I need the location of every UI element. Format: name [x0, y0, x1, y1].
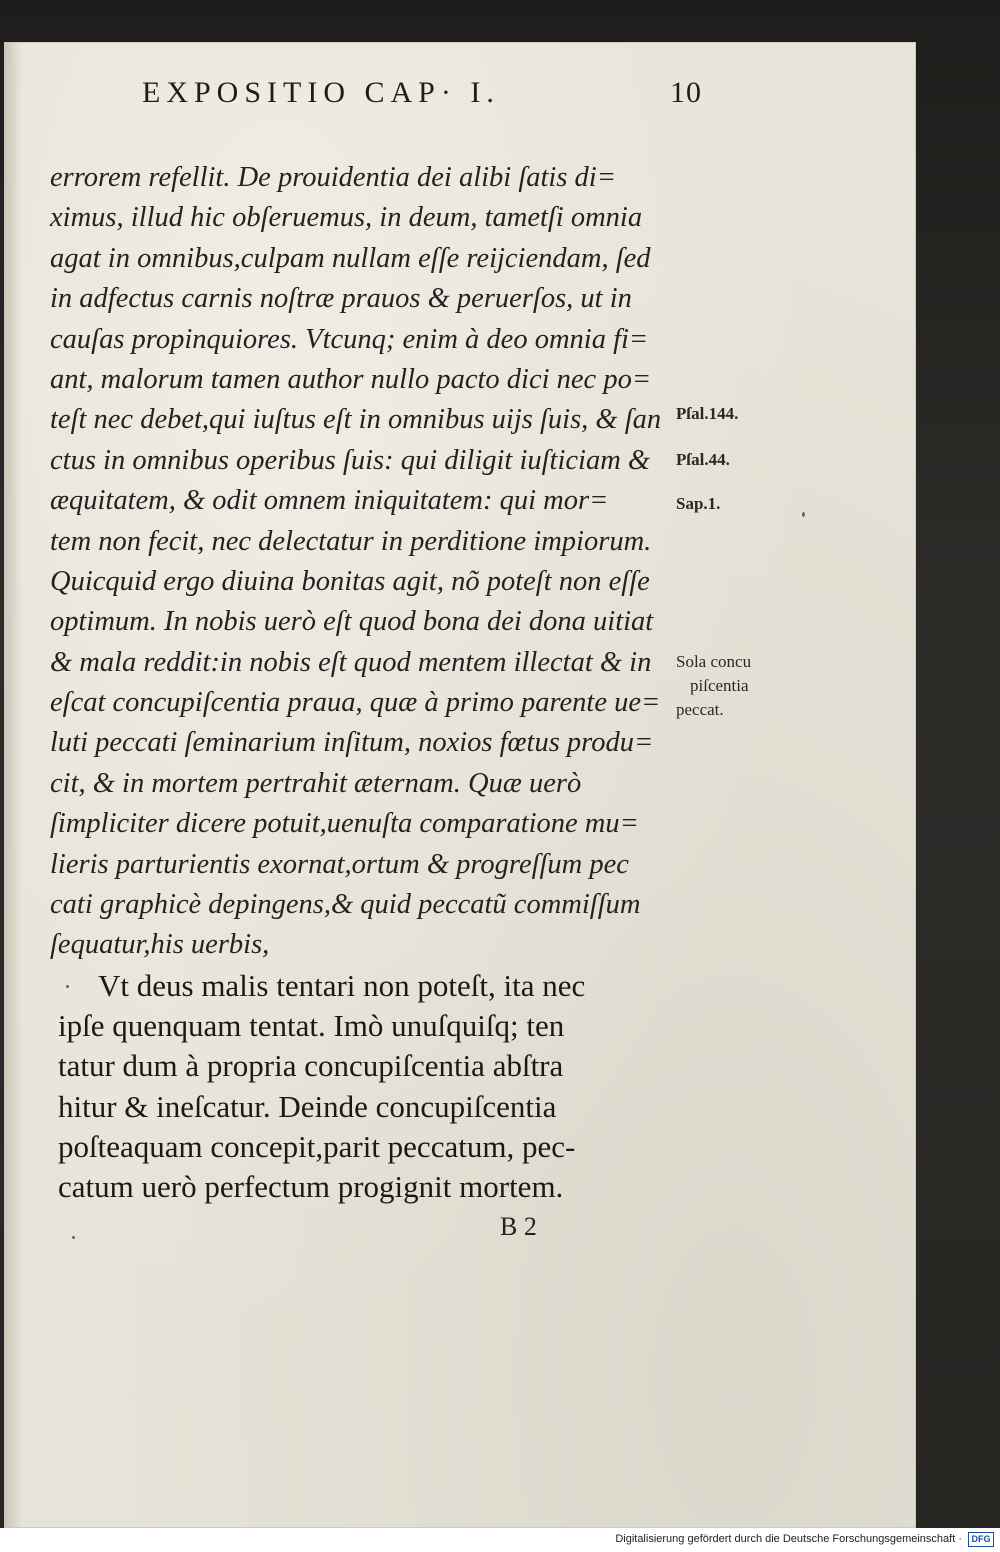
- text-line: ximus, illud hic obſeruemus, in deum, tametſi omnia: [50, 202, 643, 234]
- digitization-credit: Digitalisierung gefördert durch die Deutsche Forschungsgemeinschaft ·: [615, 1533, 962, 1545]
- margin-note-psal44: Pſal.44.: [676, 450, 730, 469]
- text-line: cit, & in mortem pertrahit æternam. Quæ uerò: [50, 767, 582, 799]
- text-line: catum uerò perfectum progignit mortem.: [58, 1168, 564, 1204]
- text-line: & mala reddit:in nobis eſt quod mentem illectat & in: [50, 646, 652, 678]
- margin-note-sola-3: peccat.: [676, 700, 724, 719]
- margin-note-sola-1: Sola concu: [676, 652, 752, 671]
- text-line: luti peccati ſeminarium inſitum, noxios fœtus produ=: [50, 727, 654, 759]
- folio-number: 10: [670, 76, 702, 109]
- text-line: cati graphicè depingens,& quid peccatũ commiſſum: [50, 889, 641, 921]
- scripture-text: [58, 966, 698, 1207]
- margin-note-sap1: Sap.1.: [676, 494, 721, 513]
- text-line: Vt deus malis tentari non poteſt, ita nec: [98, 968, 586, 1003]
- text-line: æquitatem, & odit omnem iniquitatem: qui mor=: [50, 485, 609, 517]
- text-line: Quicquid ergo diuina bonitas agit, nõ poteſt non eſſe: [50, 565, 650, 597]
- running-head: [142, 76, 702, 116]
- text-line: eſcat concupiſcentia praua, quæ à primo parente ue=: [50, 687, 661, 719]
- text-line: tatur dum à propria concupiſcentia abſtra: [58, 1048, 564, 1084]
- paper-speck: [72, 1236, 75, 1239]
- text-line: poſteaquam concepit,parit peccatum, pec-: [58, 1128, 576, 1164]
- paper-speck: [66, 985, 69, 988]
- signature-mark: B 2: [500, 1212, 537, 1241]
- text-line: ctus in omnibus operibus ſuis: qui diligit iuſticiam &: [50, 444, 651, 476]
- text-line: errorem refellit. De prouidentia dei alibi ſatis di=: [50, 162, 616, 193]
- footer-bar: [0, 1528, 1000, 1552]
- text-line: cauſas propinquiores. Vtcunq; enim à deo omnia fi=: [50, 323, 649, 355]
- text-line: ſequatur,his uerbis,: [50, 929, 270, 961]
- text-line: ſimpliciter dicere potuit,uenuſta comparatione mu=: [50, 808, 639, 840]
- page-edge-shadow: [4, 42, 22, 1528]
- text-line: lieris parturientis exornat,ortum & progreſſum pec: [50, 848, 629, 880]
- text-line: ant, malorum tamen author nullo pacto dici nec po=: [50, 363, 652, 395]
- margin-note-psal144: Pſal.144.: [676, 404, 739, 423]
- text-line: agat in omnibus,culpam nullam eſſe reijciendam, ſed: [50, 242, 651, 274]
- dfg-logo: DFG: [968, 1532, 994, 1547]
- running-head-title: EXPOSITIO CAP· I.: [142, 76, 500, 109]
- text-line: in adfectus carnis noſtræ prauos & peruerſos, ut in: [50, 283, 632, 315]
- paper-speck: [802, 512, 805, 517]
- text-line: teſt nec debet,qui iuſtus eſt in omnibus uijs ſuis, & ſan: [50, 404, 662, 436]
- text-line: optimum. In nobis uerò eſt quod bona dei dona uitiat: [50, 606, 654, 638]
- text-line: tem non fecit, nec delectatur in perditione impiorum.: [50, 525, 652, 557]
- commentary-text: [50, 158, 690, 966]
- margin-note-sola-2: piſcentia: [690, 676, 749, 695]
- text-line: ipſe quenquam tentat. Imò unuſquiſq; ten: [58, 1008, 565, 1044]
- text-line: hitur & ineſcatur. Deinde concupiſcentia: [58, 1088, 557, 1124]
